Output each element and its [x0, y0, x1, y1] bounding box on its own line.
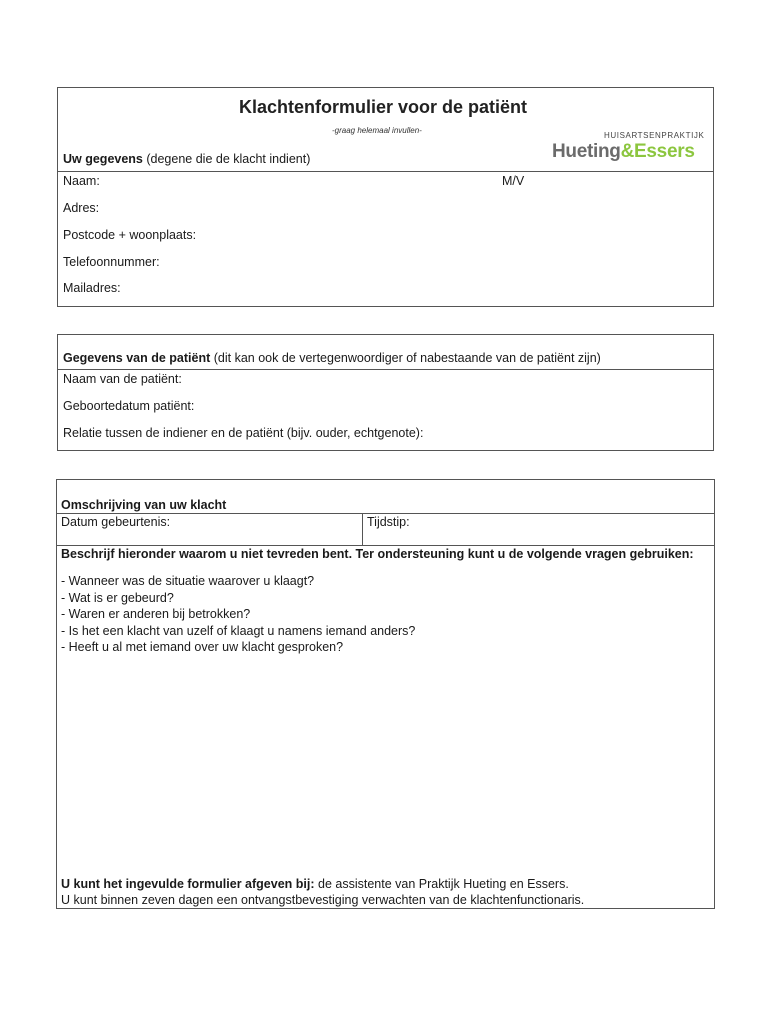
instruction-text-bold: Beschrijf hieronder waarom u niet tevreden bent. Ter ondersteuning kunt u de volgende vragen gebruiken:: [61, 547, 694, 561]
field-tijdstip[interactable]: Tijdstip:: [367, 515, 410, 529]
section3-heading-text: Omschrijving van uw klacht: [61, 498, 227, 512]
question-item: - Heeft u al met iemand over uw klacht gesproken?: [61, 640, 344, 654]
section-complaint: [56, 479, 715, 909]
divider: [362, 513, 363, 545]
logo-name-part-b: &Essers: [620, 141, 695, 162]
divider: [58, 171, 713, 172]
logo-name: [552, 141, 704, 163]
instruction-text: [61, 547, 694, 561]
section1-heading-bold: Uw gegevens: [63, 152, 143, 166]
section1-heading: [63, 152, 310, 166]
section-patient-details: [57, 334, 714, 451]
section2-heading: [63, 351, 601, 365]
complaint-answer-area[interactable]: [61, 660, 709, 870]
question-item: - Is het een klacht van uzelf of klaagt u namens iemand anders?: [61, 623, 416, 638]
field-datum-gebeurtenis[interactable]: Datum gebeurtenis:: [61, 515, 171, 529]
field-gender[interactable]: M/V: [502, 174, 525, 188]
field-geboortedatum[interactable]: Geboortedatum patiënt:: [63, 399, 195, 413]
field-relatie[interactable]: Relatie tussen de indiener en de patiënt (bijv. ouder, echtgenote):: [63, 426, 424, 440]
section3-heading: [61, 498, 226, 512]
field-adres[interactable]: Adres:: [63, 201, 100, 215]
form-title: Klachtenformulier voor de patiënt: [239, 97, 528, 117]
question-list: [61, 573, 415, 656]
footer-bold: U kunt het ingevulde formulier afgeven bij:: [61, 877, 315, 891]
field-patient-naam[interactable]: Naam van de patiënt:: [63, 372, 182, 386]
section1-heading-rest: (degene die de klacht indient): [142, 152, 311, 166]
divider: [58, 369, 713, 370]
field-mail[interactable]: Mailadres:: [63, 281, 121, 295]
logo: [552, 131, 704, 163]
question-item: - Wanneer was de situatie waarover u klaagt?: [61, 574, 315, 588]
divider: [57, 513, 714, 514]
section2-heading-bold: Gegevens van de patiënt: [63, 351, 211, 365]
field-naam[interactable]: Naam:: [63, 174, 100, 188]
footer-line-1: [61, 877, 569, 891]
footer-line-2: U kunt binnen zeven dagen een ontvangstbevestiging verwachten van de klachtenfunctionaris.: [61, 893, 585, 907]
section-personal-details: [57, 87, 714, 307]
footer-rest: de assistente van Praktijk Hueting en Essers.: [314, 877, 569, 891]
logo-name-part-a: Hueting: [552, 141, 621, 162]
question-item: - Wat is er gebeurd?: [61, 590, 174, 605]
section2-heading-rest: (dit kan ook de vertegenwoordiger of nabestaande van de patiënt zijn): [210, 351, 601, 365]
form-subtitle: -graag helemaal invullen-: [332, 126, 422, 135]
field-telefoon[interactable]: Telefoonnummer:: [63, 255, 160, 269]
logo-top-text: HUISARTSENPRAKTIJK: [604, 131, 705, 140]
divider: [57, 545, 714, 546]
field-postcode[interactable]: Postcode + woonplaats:: [63, 228, 197, 242]
question-item: - Waren er anderen bij betrokken?: [61, 607, 251, 621]
